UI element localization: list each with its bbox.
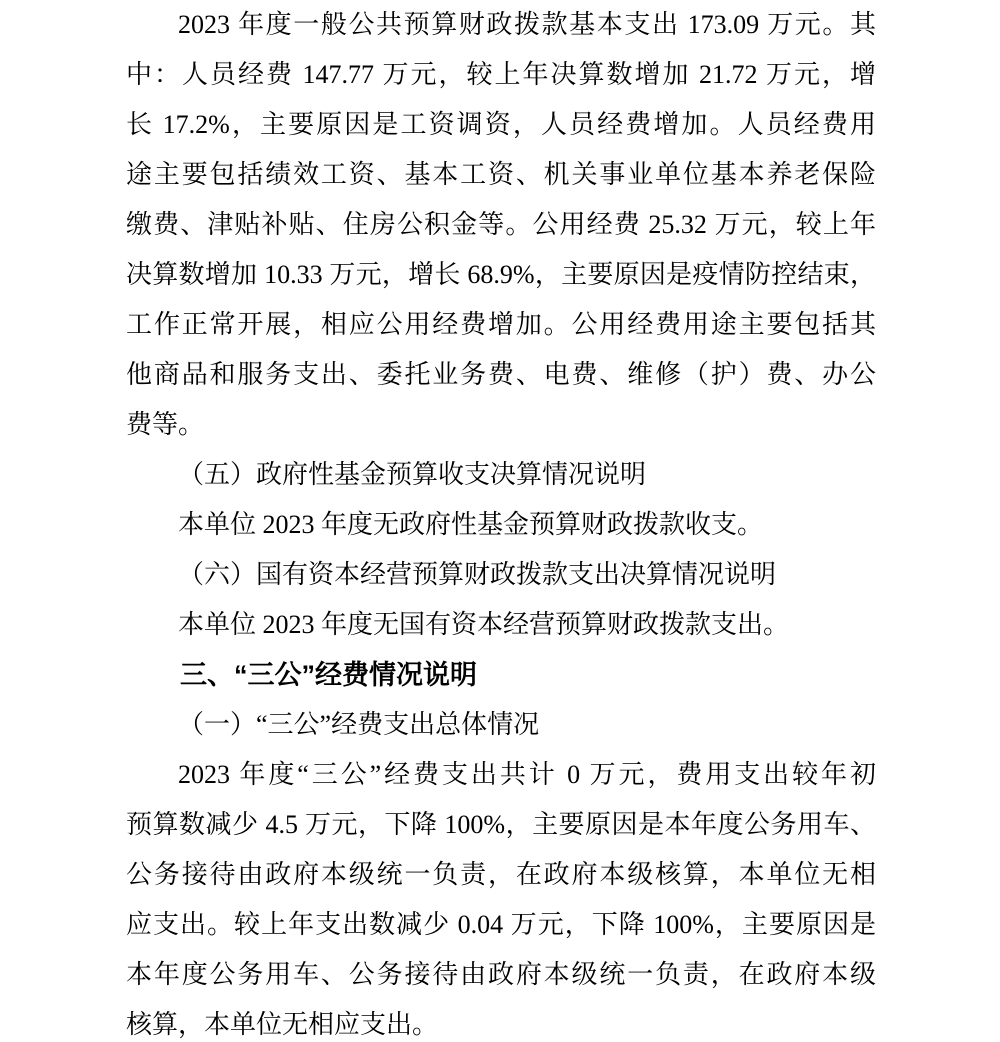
text-line: 核算，本单位无相应支出。 [126, 1010, 439, 1039]
text-line: 本年度公务用车、公务接待由政府本级统一负责，在政府本级 [126, 960, 876, 989]
text-line: 途主要包括绩效工资、基本工资、机关事业单位基本养老保险 [126, 160, 876, 189]
text-line: 2023 年度“三公”经费支出共计 0 万元，费用支出较年初 [178, 760, 876, 789]
text-line: （一）“三公”经费支出总体情况 [178, 710, 540, 739]
text-line: 三、“三公”经费情况说明 [180, 660, 477, 690]
para-three-public-expenditure-detail [126, 750, 876, 1042]
text-line: 本单位 2023 年度无国有资本经营预算财政拨款支出。 [178, 610, 790, 639]
subheading-section-5 [126, 450, 876, 500]
text-line: 工作正常开展，相应公用经费增加。公用经费用途主要包括其 [126, 310, 876, 339]
text-line: 他商品和服务支出、委托业务费、电费、维修（护）费、办公 [126, 360, 876, 389]
para-no-state-capital-budget [126, 600, 876, 650]
text-line: 费等。 [126, 410, 205, 439]
text-line: （六）国有资本经营预算财政拨款支出决算情况说明 [178, 560, 777, 589]
text-line: 公务接待由政府本级统一负责，在政府本级核算，本单位无相 [126, 860, 876, 889]
text-line: 本单位 2023 年度无政府性基金预算财政拨款收支。 [178, 510, 764, 539]
subheading-three-public-overall [126, 700, 876, 750]
text-line: 2023 年度一般公共预算财政拨款基本支出 173.09 万元。其 [178, 10, 876, 39]
text-line: 应支出。较上年支出数减少 0.04 万元，下降 100%，主要原因是 [126, 910, 876, 939]
text-line: 长 17.2%，主要原因是工资调资，人员经费增加。人员经费用 [126, 110, 876, 139]
heading-three-public-expenses [126, 650, 876, 700]
text-line: 中：人员经费 147.77 万元，较上年决算数增加 21.72 万元，增 [126, 60, 876, 89]
text-line: 缴费、津贴补贴、住房公积金等。公用经费 25.32 万元，较上年 [126, 210, 876, 239]
text-line: 预算数减少 4.5 万元，下降 100%，主要原因是本年度公务用车、 [126, 810, 876, 839]
para-general-budget-basic-expenditure [126, 0, 876, 450]
document-body [126, 0, 876, 1042]
para-no-government-fund-budget [126, 500, 876, 550]
text-line: （五）政府性基金预算收支决算情况说明 [178, 460, 647, 489]
subheading-section-6 [126, 550, 876, 600]
text-line: 决算数增加 10.33 万元，增长 68.9%，主要原因是疫情防控结束， [126, 260, 876, 289]
